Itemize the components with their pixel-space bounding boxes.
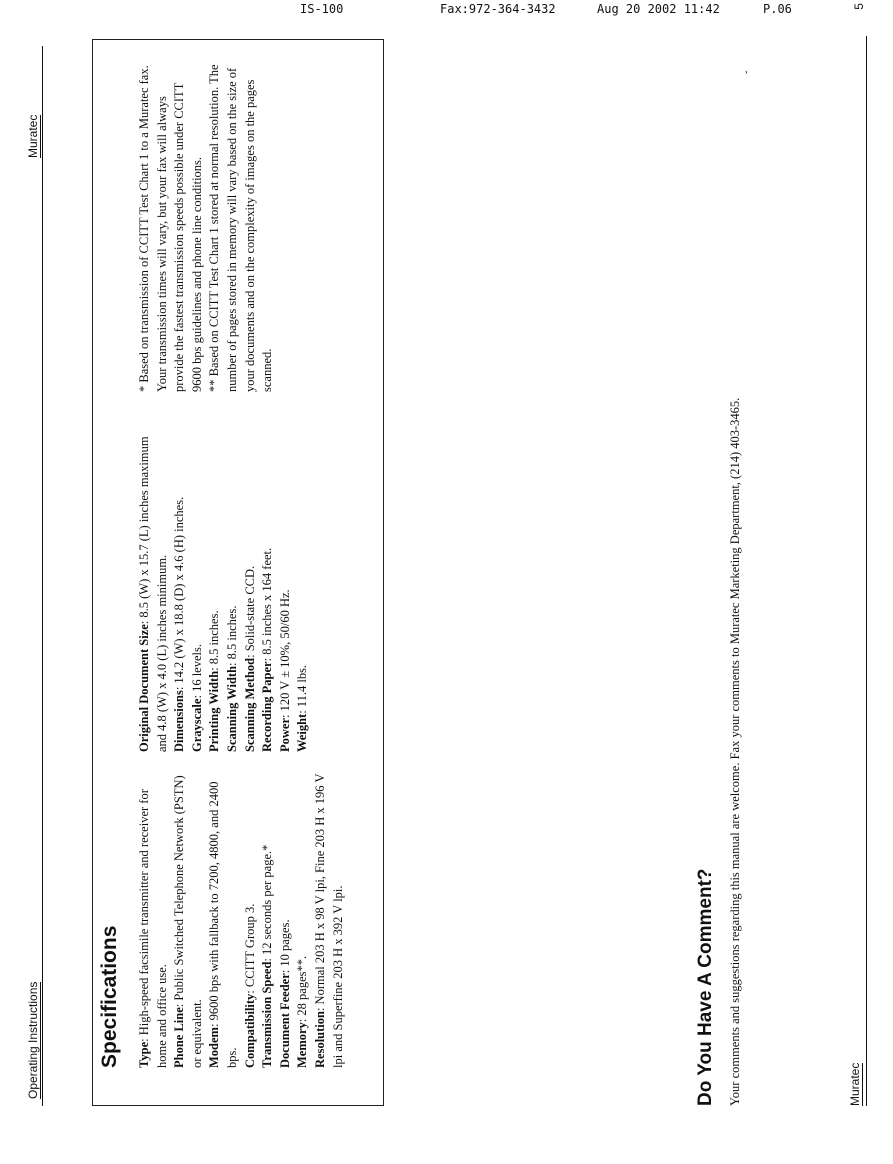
spec-item: Phone Line: Public Switched Telephone Network (PSTN) or equivalent. (172, 775, 204, 1068)
note-transmission: * Based on transmission of CCITT Test Chart 1 to a Muratec fax. Your transmission times will vary, but your fax will always provide the fastest transmission speeds possible under CCITT 9600 bps guidelines and phone line conditions. (137, 65, 204, 392)
page-number: 5 (852, 3, 866, 10)
comment-title: Do You Have A Comment? (695, 868, 716, 1106)
header-rule (42, 46, 43, 1106)
spec-item: Original Document Size: 8.5 (W) x 15.7 (L) inches maximum and 4.8 (W) x 4.0 (L) inches minimum. (137, 436, 169, 752)
footer-rule (866, 36, 867, 1106)
spec-item: Memory: 28 pages**. (295, 955, 310, 1068)
footer-brand: Muratec (848, 1062, 862, 1106)
spec-item: Weight: 11.4 lbs. (295, 664, 310, 752)
specifications-title: Specifications (98, 925, 121, 1068)
fax-date: Aug 20 2002 11:42 (597, 2, 720, 16)
spec-item: Grayscale: 16 levels. (189, 644, 204, 752)
spec-item: Modem: 9600 bps with fallback to 7200, 4800, and 2400 bps. (207, 781, 239, 1068)
spec-item: Resolution: Normal 203 H x 98 V lpi, Fine 203 H x 196 V lpi and Superfine 203 H x 392 V lpi. (312, 773, 345, 1068)
spec-item: Transmission Speed: 12 seconds per page.* (260, 844, 275, 1068)
spec-column-1 (136, 773, 347, 1068)
spec-item: Printing Width: 8.5 inches. (207, 610, 222, 752)
fax-id: IS-100 (300, 2, 344, 16)
spec-item: Type: High-speed facsimile transmitter and receiver for home and office use. (137, 789, 169, 1068)
fax-number: Fax:972-364-3432 (440, 2, 556, 16)
spec-item: Recording Paper: 8.5 inches x 164 feet. (260, 547, 275, 752)
note-memory: ** Based on CCITT Test Chart 1 stored at normal resolution. The number of pages stored in memory will vary based on the size of your documents and on the complexity of images on the pages scanned. (207, 64, 275, 392)
spec-column-2 (136, 432, 312, 752)
spec-item: Scanning Width: 8.5 inches. (224, 605, 239, 752)
spec-item: Dimensions: 14.2 (W) x 18.8 (D) x 4.6 (H) inches. (172, 496, 187, 752)
comment-body: Your comments and suggestions regarding this manual are welcome. Fax your comments to Muratec Marketing Department, (214) 403-3465. (728, 397, 742, 1106)
header-left: Operating Instructions (26, 981, 40, 1099)
header-right: Muratec (26, 114, 40, 158)
spec-item: Scanning Method: Solid-state CCD. (242, 565, 257, 752)
spec-item: Compatibility: CCITT Group 3. (242, 903, 257, 1068)
spec-item: Document Feeder: 10 pages. (277, 919, 292, 1068)
stray-mark: ˇ (745, 70, 756, 74)
spec-item: Power: 120 V ± 10%, 50/60 Hz. (277, 589, 292, 752)
fax-page: P.06 (763, 2, 792, 16)
spec-notes (136, 62, 277, 392)
